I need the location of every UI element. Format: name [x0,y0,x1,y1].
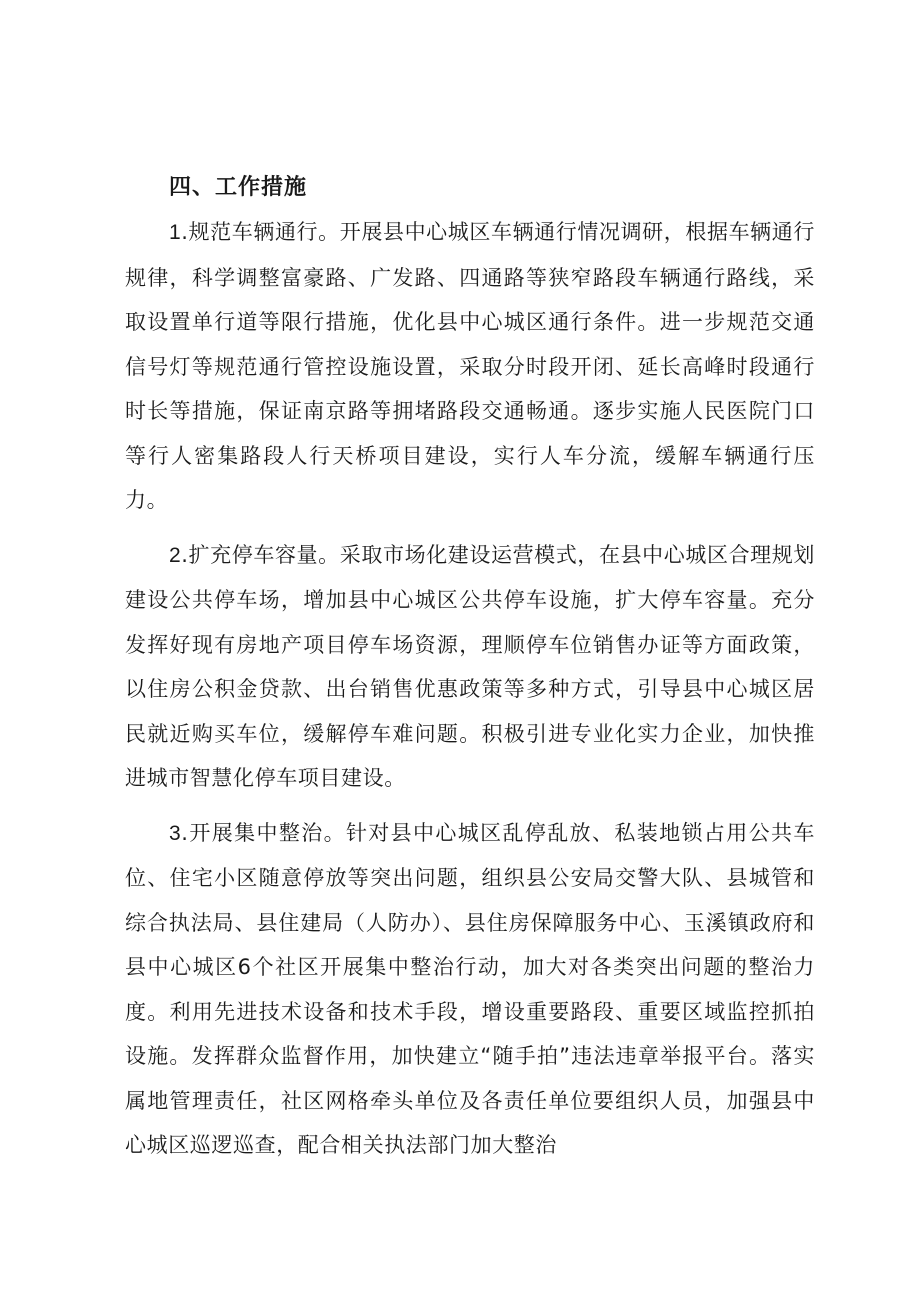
paragraph-number: 2 [169,543,182,567]
document-body [125,170,815,1178]
paragraph-text: .开展集中整治。针对县中心城区乱停乱放、私装地锁占用公共车位、住宅小区随意停放等突出问题，组织县公安局交警大队、县城管和综合执法局、县住建局（人防办）、县住房保障服务中心、玉溪镇政府和县中心城区6个社区开展集中整治行动，加大对各类突出问题的整治力度。利用先进技术设备和技术手段，增设重要路段、重要区域监控抓拍设施。发挥群众监督作用，加快建立“随手拍”违法违章举报平台。落实属地管理责任，社区网格牵头单位及各责任单位要组织人员，加强县中心城区巡逻巡查，配合相关执法部门加大整治 [125,820,815,1157]
section-heading: 四、工作措施 [169,175,308,200]
paragraph-1 [125,210,815,523]
paragraph-number: 3 [169,821,182,845]
paragraph-number: 1 [169,221,182,244]
paragraph-2 [125,533,815,801]
paragraph-text: .规范车辆通行。开展县中心城区车辆通行情况调研，根据车辆通行规律，科学调整富豪路、广发路、四通路等狭窄路段车辆通行路线，采取设置单行道等限行措施，优化县中心城区通行条件。进一步规范交通信号灯等规范通行管控设施设置，采取分时段开闭、延长高峰时段通行时长等措施，保证南京路等拥堵路段交通畅通。逐步实施人民医院门口等行人密集路段人行天桥项目建设，实行人车分流，缓解车辆通行压力。 [125,220,815,512]
paragraph-3 [125,811,815,1168]
paragraph-text: .扩充停车容量。采取市场化建设运营模式，在县中心城区合理规划建设公共停车场，增加县中心城区公共停车设施，扩大停车容量。充分发挥好现有房地产项目停车场资源，理顺停车位销售办证等方面政策，以住房公积金贷款、出台销售优惠政策等多种方式，引导县中心城区居民就近购买车位，缓解停车难问题。积极引进专业化实力企业，加快推进城市智慧化停车项目建设。 [125,542,815,790]
